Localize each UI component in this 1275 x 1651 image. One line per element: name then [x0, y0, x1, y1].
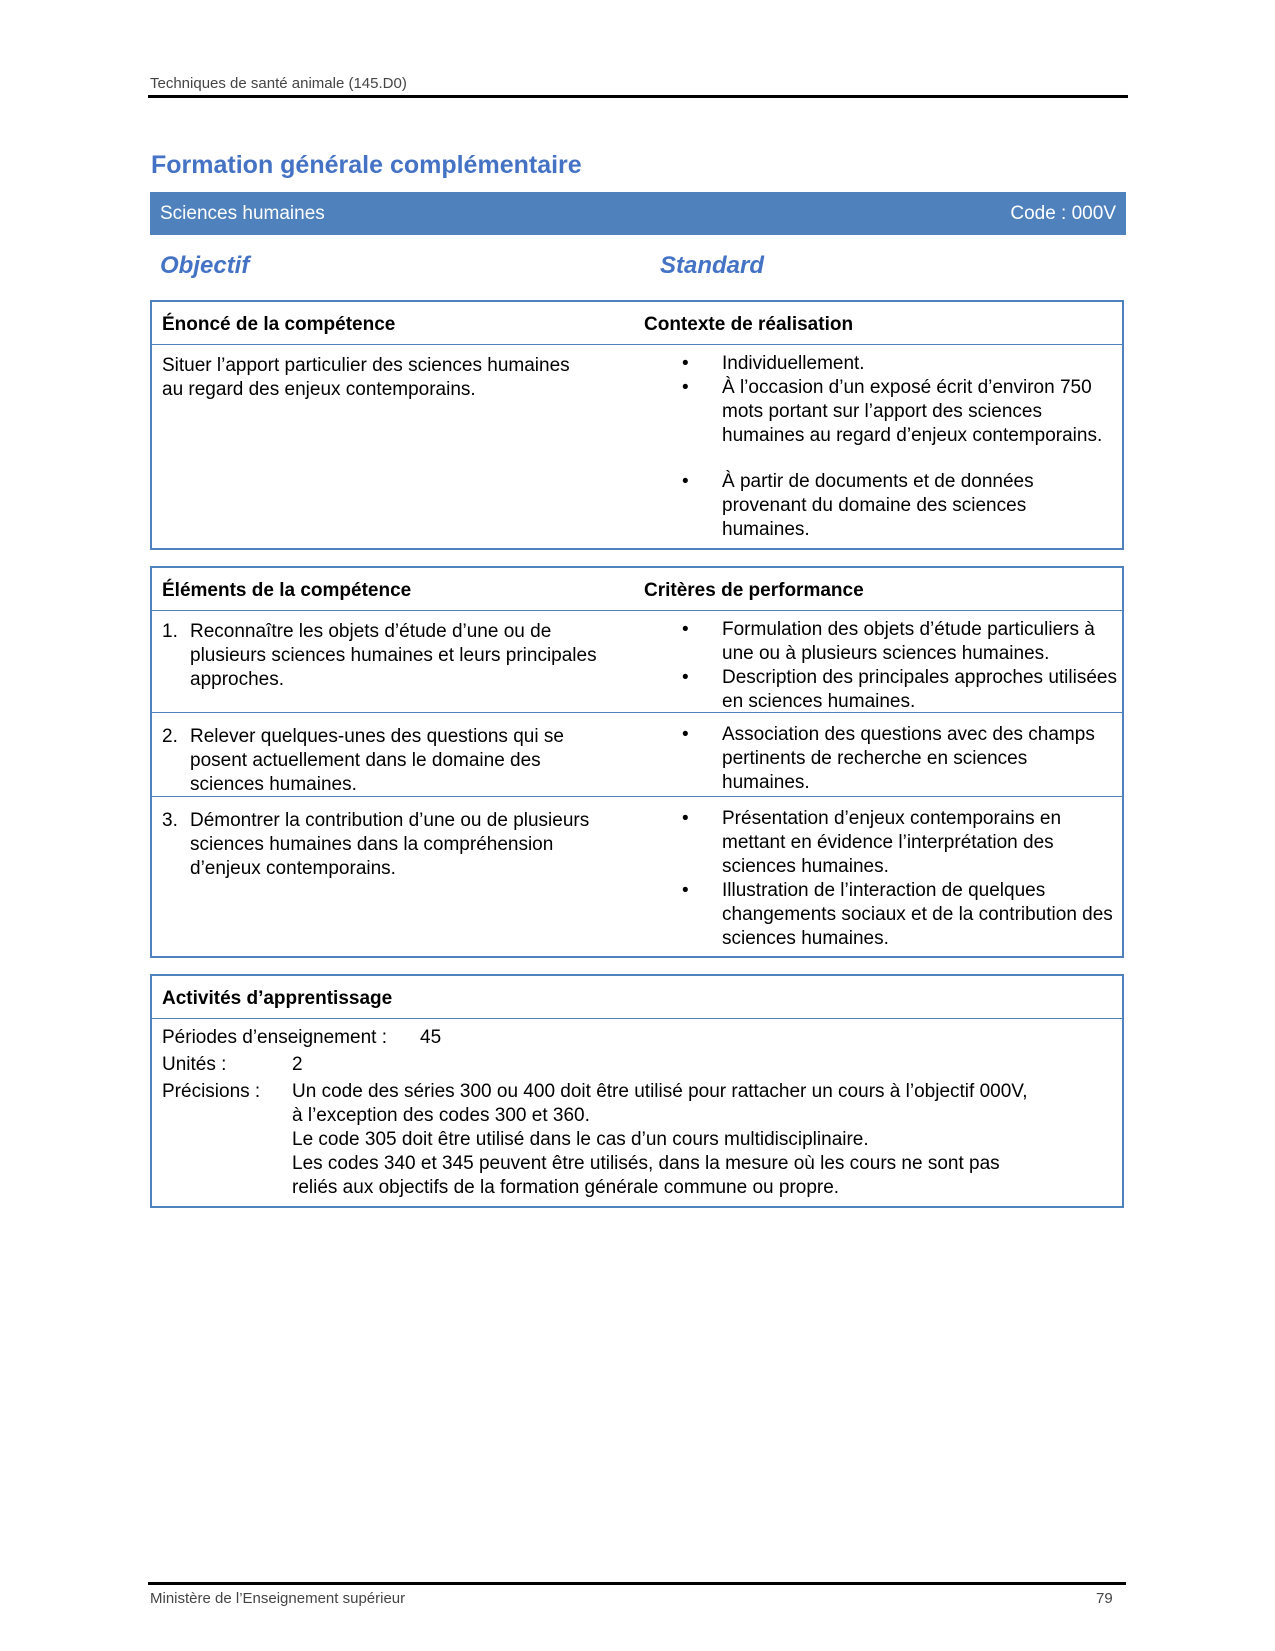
element-number: 3. [162, 810, 178, 831]
elements-heading: Éléments de la compétence [162, 580, 412, 601]
precisions-label: Précisions : [162, 1081, 261, 1102]
table-header-divider [152, 610, 1122, 611]
element-text: Démontrer la contribution d’une ou de plusieurs sciences humaines dans la compréhension d’enjeux contemporains. [190, 810, 590, 879]
page-title: Formation générale complémentaire [151, 151, 582, 179]
element-number: 1. [162, 621, 178, 642]
element-row-1 [162, 620, 612, 692]
row-divider [152, 712, 1122, 713]
footer-ministry: Ministère de l’Enseignement supérieur [150, 1590, 406, 1607]
page-number: 79 [1096, 1590, 1113, 1607]
bullet-icon: • [682, 377, 689, 398]
activites-heading: Activités d’apprentissage [162, 988, 393, 1009]
criterion-item: Description des principales approches utilisées en sciences humaines. [722, 667, 1117, 712]
bullet-icon: • [682, 619, 689, 640]
bullet-icon: • [682, 471, 689, 492]
criterion-item: Association des questions avec des champs pertinents de recherche en sciences humaines. [722, 724, 1095, 793]
elements-table [150, 566, 1124, 958]
subject-code: Code : 000V [1010, 203, 1116, 224]
contexte-item: À l’occasion d’un exposé écrit d’environ 750 mots portant sur l’apport des sciences humaines au regard d’enjeux contemporains. [722, 377, 1103, 446]
bullet-icon: • [682, 353, 689, 374]
standard-label: Standard [660, 252, 765, 279]
running-header: Techniques de santé animale (145.D0) [150, 75, 407, 92]
contexte-item: Individuellement. [722, 353, 865, 374]
bullet-icon: • [682, 667, 689, 688]
periodes-label: Périodes d’enseignement : [162, 1027, 387, 1048]
element-row-3 [162, 809, 612, 881]
periodes-value: 45 [420, 1027, 442, 1048]
element-row-2 [162, 725, 612, 797]
criterion-item: Formulation des objets d’étude particuliers à une ou à plusieurs sciences humaines. [722, 619, 1095, 664]
criteria-heading: Critères de performance [644, 580, 864, 601]
table-header-divider [152, 1018, 1122, 1019]
contexte-item: À partir de documents et de données provenant du domaine des sciences humaines. [722, 471, 1034, 540]
criterion-item: Présentation d’enjeux contemporains en mettant en évidence l’interprétation des sciences humaines. [722, 808, 1062, 877]
unites-value: 2 [292, 1054, 303, 1075]
precisions-text: Un code des séries 300 ou 400 doit être utilisé pour rattacher un cours à l’objectif 000V, à l’exception des codes 300 et 360. Le code 305 doit être utilisé dans le cas d’un cours multidisciplinaire. Les codes 340 et 345 peuvent être utilisés, dans la mesure où les cours ne sont pas reliés aux objectifs de la formation générale commune ou propre. [292, 1081, 1028, 1198]
bullet-icon: • [682, 880, 689, 901]
bullet-icon: • [682, 808, 689, 829]
row-divider [152, 796, 1122, 797]
criterion-item: Illustration de l’interaction de quelques changements sociaux et de la contribution des sciences humaines. [722, 880, 1113, 949]
competence-table [150, 300, 1124, 550]
competence-statement: Situer l’apport particulier des sciences humaines au regard des enjeux contemporains. [162, 355, 570, 400]
element-number: 2. [162, 726, 178, 747]
bullet-icon: • [682, 724, 689, 745]
contexte-heading: Contexte de réalisation [644, 314, 854, 335]
unites-label: Unités : [162, 1054, 227, 1075]
element-text: Reconnaître les objets d’étude d’une ou de plusieurs sciences humaines et leurs principales approches. [190, 621, 597, 690]
subject-bar [150, 192, 1126, 235]
activites-table [150, 974, 1124, 1208]
competence-heading: Énoncé de la compétence [162, 314, 396, 335]
header-divider [148, 95, 1128, 98]
table-header-divider [152, 344, 1122, 345]
subject-name: Sciences humaines [160, 203, 325, 224]
footer-divider [148, 1582, 1126, 1585]
objectif-label: Objectif [160, 252, 250, 279]
element-text: Relever quelques-unes des questions qui se posent actuellement dans le domaine des sciences humaines. [190, 726, 564, 795]
